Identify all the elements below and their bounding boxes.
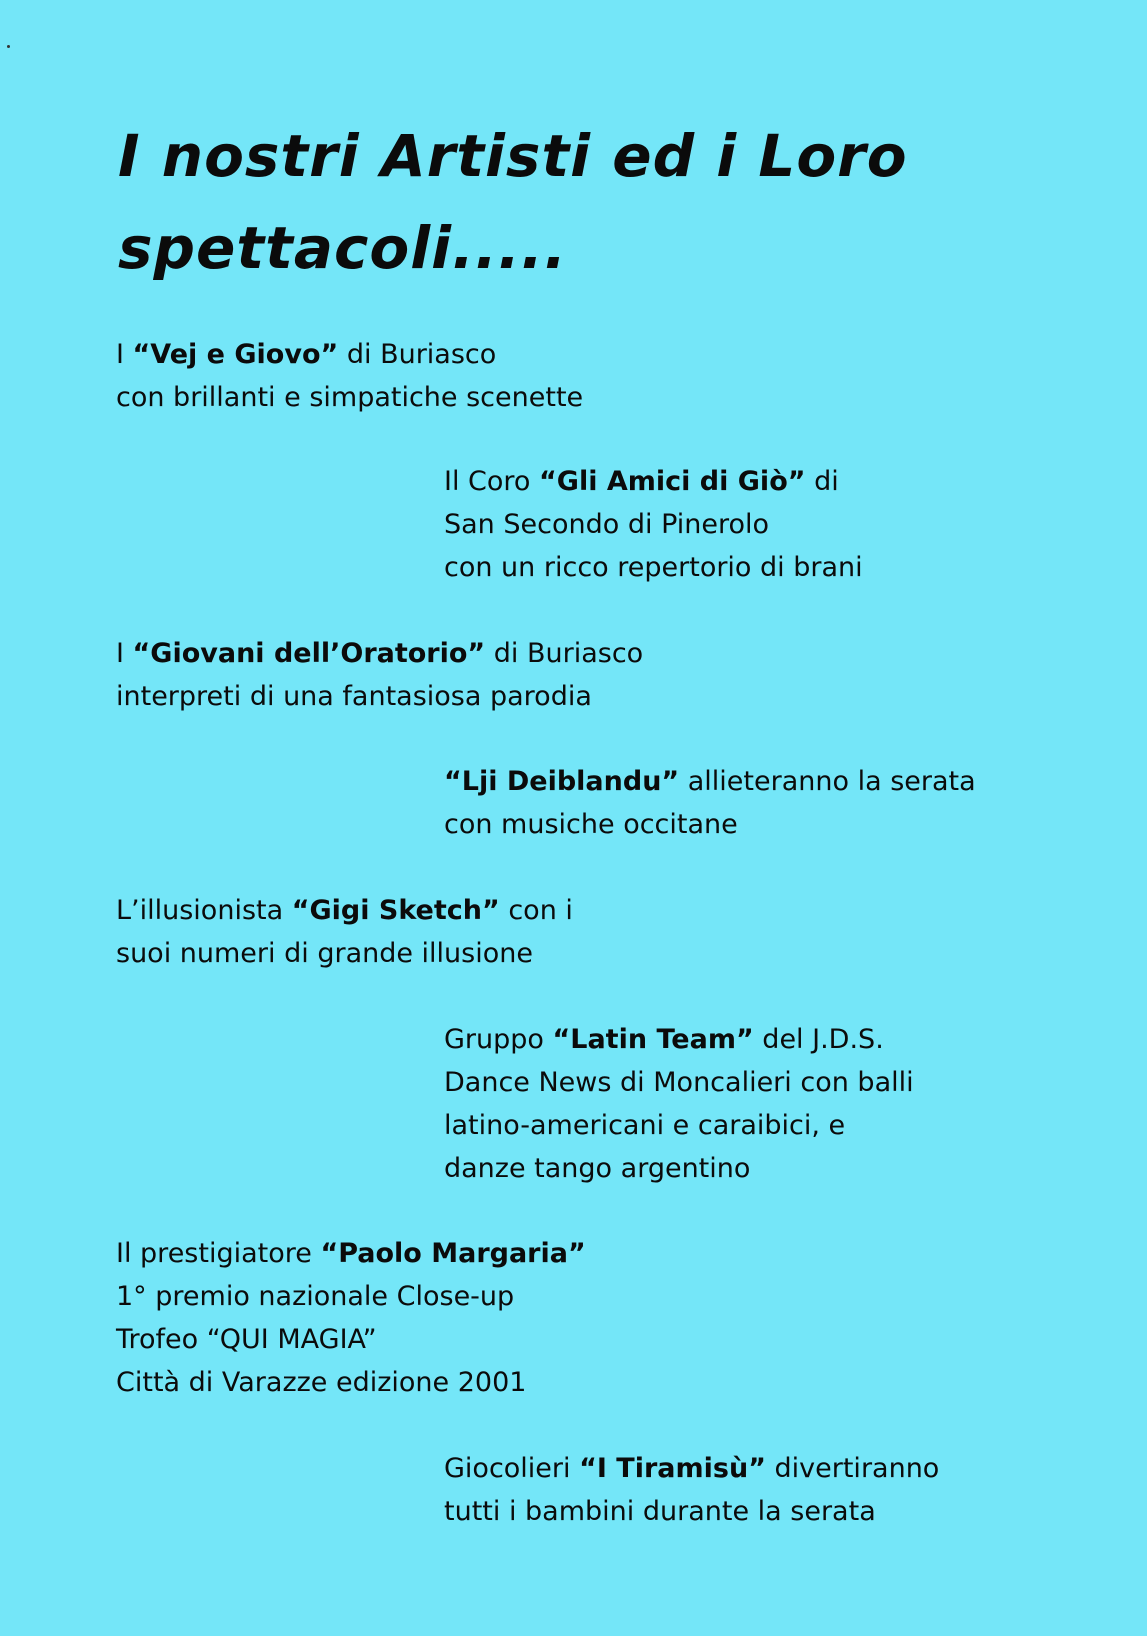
act-description: Città di Varazze edizione 2001 xyxy=(116,1367,527,1398)
act-description: latino-americani e caraibici, e xyxy=(444,1110,846,1141)
act-description: tutti i bambini durante la serata xyxy=(444,1496,876,1527)
act-lji-deiblandu xyxy=(444,760,976,846)
act-description: interpreti di una fantasiosa parodia xyxy=(116,681,592,712)
act-name: “Lji Deiblandu” xyxy=(444,766,680,797)
act-description: Dance News di Moncalieri con balli xyxy=(444,1067,914,1098)
act-heading: Giocolieri “I Tiramisù” divertiranno xyxy=(444,1453,940,1484)
act-i-tiramisu xyxy=(444,1447,939,1533)
act-heading: Il Coro “Gli Amici di Giò” di xyxy=(444,466,839,497)
act-description: con un ricco repertorio di brani xyxy=(444,552,863,583)
act-description: con musiche occitane xyxy=(444,809,738,840)
act-description: suoi numeri di grande illusione xyxy=(116,938,533,969)
act-name: “Paolo Margaria” xyxy=(320,1238,586,1269)
act-name: “Gli Amici di Giò” xyxy=(539,466,806,497)
act-gigi-sketch xyxy=(116,889,573,975)
act-heading: I “Giovani dell’Oratorio” di Buriasco xyxy=(116,638,644,669)
act-description: danze tango argentino xyxy=(444,1153,751,1184)
act-description: con brillanti e simpatiche scenette xyxy=(116,382,584,413)
act-heading: I “Vej e Giovo” di Buriasco xyxy=(116,339,497,370)
act-heading: Gruppo “Latin Team” del J.D.S. xyxy=(444,1024,884,1055)
act-heading: Il prestigiatore “Paolo Margaria” xyxy=(116,1238,586,1269)
act-name: “Vej e Giovo” xyxy=(132,339,339,370)
act-heading: “Lji Deiblandu” allieteranno la serata xyxy=(444,766,976,797)
act-coro-amici-di-gio xyxy=(444,460,863,589)
scan-speck xyxy=(7,45,10,48)
act-latin-team xyxy=(444,1018,914,1190)
title-line-2: spettacoli..... xyxy=(118,214,568,282)
act-description: Trofeo “QUI MAGIA” xyxy=(116,1324,377,1355)
act-name: “Giovani dell’Oratorio” xyxy=(132,638,486,669)
act-name: “Gigi Sketch” xyxy=(291,895,500,926)
act-name: “Latin Team” xyxy=(552,1024,754,1055)
act-description: 1° premio nazionale Close-up xyxy=(116,1281,515,1312)
title-line-1: I nostri Artisti ed i Loro xyxy=(118,122,908,190)
act-paolo-margaria xyxy=(116,1232,586,1404)
act-description: San Secondo di Pinerolo xyxy=(444,509,770,540)
act-vej-e-giovo xyxy=(116,333,583,419)
act-heading: L’illusionista “Gigi Sketch” con i xyxy=(116,895,573,926)
act-giovani-oratorio xyxy=(116,632,643,718)
page-title xyxy=(118,110,1018,294)
act-name: “I Tiramisù” xyxy=(579,1453,766,1484)
